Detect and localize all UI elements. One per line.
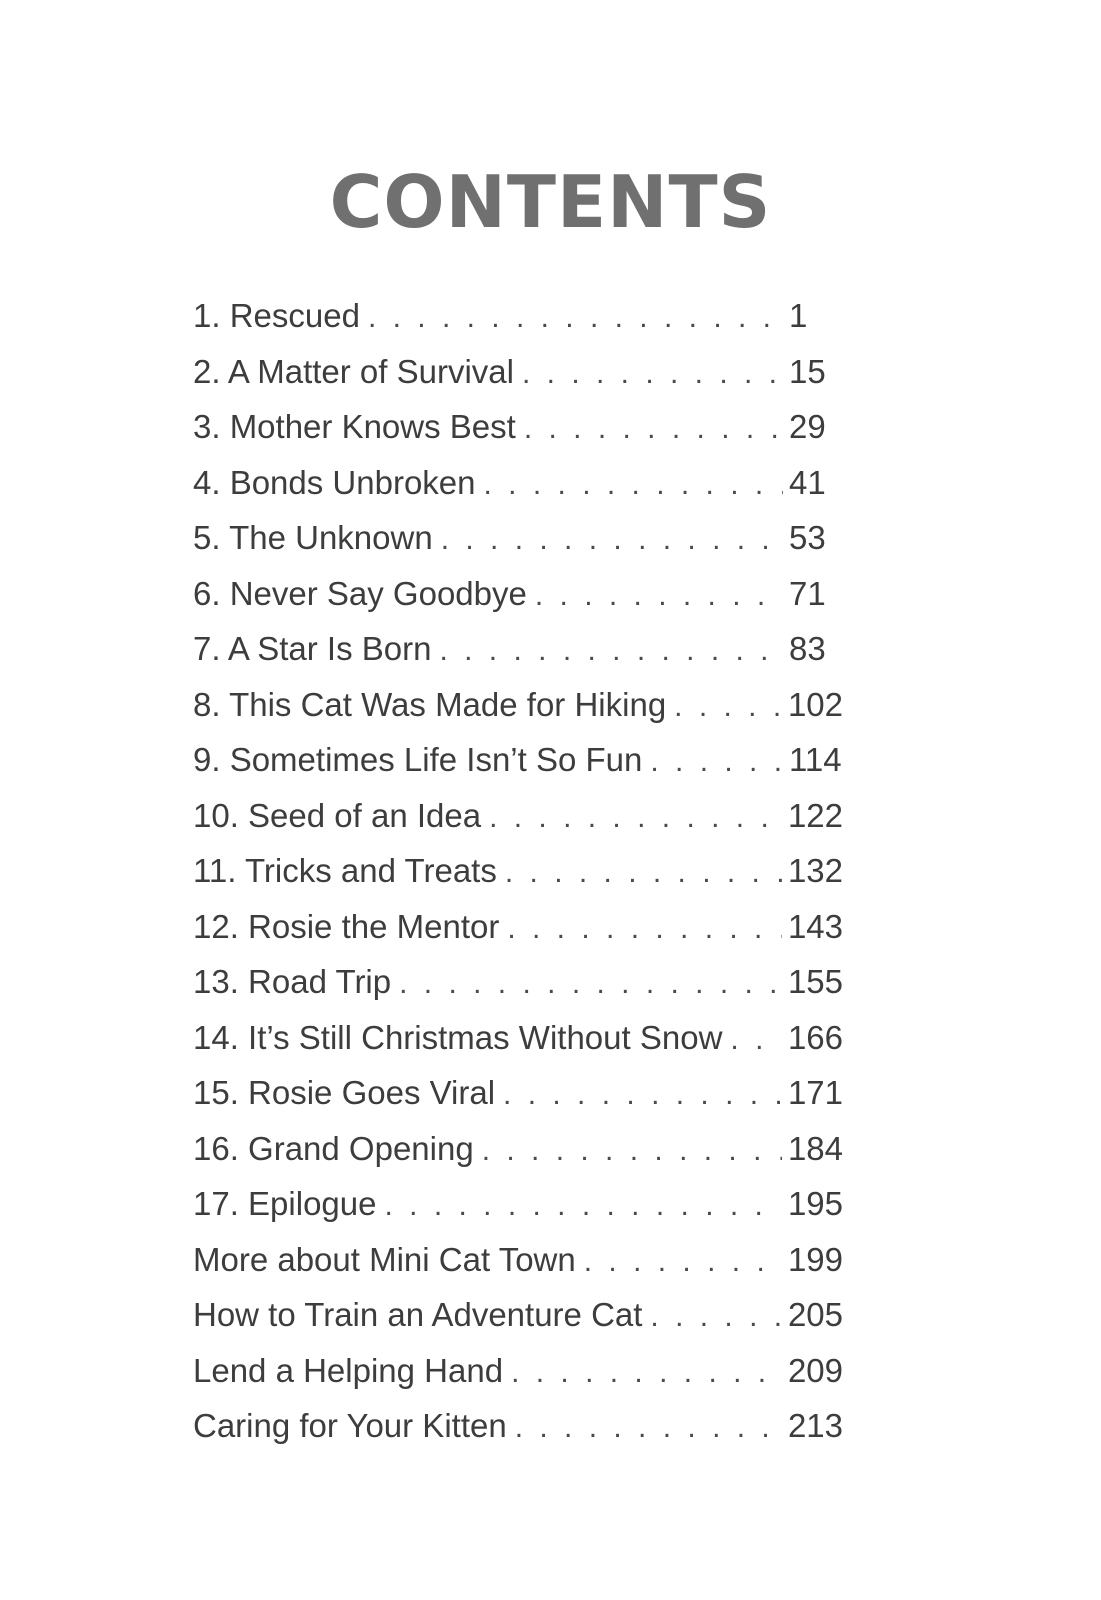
- toc-entry-title: 15. Rosie Goes Viral: [193, 1074, 496, 1111]
- toc-entry-page-number: 71: [789, 574, 826, 612]
- toc-entry-title: 17. Epilogue: [193, 1185, 377, 1222]
- dot-leader: [439, 634, 783, 668]
- dot-leader: [368, 301, 783, 335]
- toc-entry-title: Lend a Helping Hand: [193, 1351, 504, 1389]
- toc-entry: [193, 1352, 843, 1408]
- toc-entry-title: 8. This Cat Was Made for Hiking: [193, 685, 667, 723]
- toc-entry-title: 4. Bonds Unbroken: [193, 463, 476, 501]
- toc-entry-page-number: 171: [787, 1074, 843, 1111]
- toc-entry-page-number: 209: [787, 1351, 843, 1389]
- dot-leader: [384, 1189, 781, 1223]
- toc-entry-page-number: 184: [787, 1129, 843, 1167]
- toc-entry: [193, 908, 843, 964]
- toc-entry-page-number: 199: [787, 1240, 843, 1278]
- toc-entry-title: 2. A Matter of Survival: [193, 352, 514, 390]
- toc-entry-page-number: 132: [787, 852, 843, 889]
- toc-entry: [193, 741, 843, 797]
- dot-leader: [524, 412, 783, 446]
- toc-entry: [193, 1407, 843, 1463]
- table-of-contents: [193, 297, 843, 1463]
- toc-entry-title: 10. Seed of an Idea: [193, 796, 482, 834]
- toc-entry-page-number: 213: [787, 1407, 843, 1444]
- dot-leader: [503, 1078, 782, 1112]
- dot-leader: [484, 468, 783, 502]
- toc-entry: [193, 1241, 843, 1297]
- toc-entry: [193, 1185, 843, 1241]
- toc-entry: [193, 297, 843, 353]
- toc-entry-page-number: 114: [789, 741, 842, 778]
- dot-leader: [399, 967, 782, 1001]
- toc-entry-title: 12. Rosie the Mentor: [193, 907, 500, 945]
- dot-leader: [535, 579, 783, 613]
- toc-entry-page-number: 29: [789, 408, 826, 445]
- toc-entry-title: 9. Sometimes Life Isn’t So Fun: [193, 741, 643, 778]
- dot-leader: [489, 801, 782, 835]
- dot-leader: [650, 745, 783, 779]
- toc-entry: [193, 1074, 843, 1130]
- toc-entry-page-number: 195: [787, 1185, 843, 1222]
- dot-leader: [522, 357, 783, 391]
- toc-entry: [193, 353, 843, 409]
- toc-entry-title: How to Train an Adventure Cat: [193, 1296, 643, 1333]
- dot-leader: [674, 690, 782, 724]
- toc-entry: [193, 686, 843, 742]
- toc-entry-title: 1. Rescued: [193, 297, 360, 334]
- toc-entry-title: 5. The Unknown: [193, 519, 433, 556]
- dot-leader: [730, 1023, 782, 1057]
- toc-entry-page-number: 1: [789, 297, 808, 334]
- toc-entry: [193, 1296, 843, 1352]
- toc-entry: [193, 575, 843, 631]
- dot-leader: [482, 1134, 782, 1168]
- toc-entry-title: 11. Tricks and Treats: [193, 852, 497, 889]
- toc-entry-page-number: 166: [787, 1018, 843, 1056]
- dot-leader: [584, 1245, 782, 1279]
- toc-entry-title: 14. It’s Still Christmas Without Snow: [193, 1018, 723, 1056]
- page-title: CONTENTS: [329, 160, 772, 244]
- toc-entry-page-number: 155: [787, 963, 843, 1000]
- dot-leader: [515, 1411, 782, 1445]
- toc-entry-page-number: 122: [787, 796, 843, 834]
- toc-entry-page-number: 143: [787, 907, 843, 945]
- toc-entry: [193, 464, 843, 520]
- dot-leader: [507, 912, 782, 946]
- toc-entry: [193, 630, 843, 686]
- toc-entry: [193, 852, 843, 908]
- toc-entry-page-number: 15: [789, 352, 826, 390]
- toc-entry-page-number: 53: [789, 519, 826, 556]
- toc-entry-title: More about Mini Cat Town: [193, 1240, 576, 1278]
- toc-entry-page-number: 41: [789, 463, 826, 501]
- toc-entry-page-number: 205: [787, 1296, 843, 1333]
- dot-leader: [650, 1300, 782, 1334]
- toc-entry-title: 7. A Star Is Born: [193, 630, 432, 667]
- dot-leader: [441, 523, 783, 557]
- toc-entry: [193, 1019, 843, 1075]
- toc-entry-page-number: 102: [787, 685, 843, 723]
- toc-entry-title: 13. Road Trip: [193, 963, 392, 1000]
- toc-entry-title: 3. Mother Knows Best: [193, 408, 516, 445]
- toc-entry: [193, 963, 843, 1019]
- toc-entry: [193, 1130, 843, 1186]
- toc-entry-page-number: 83: [789, 630, 826, 667]
- toc-entry: [193, 408, 843, 464]
- dot-leader: [511, 1356, 782, 1390]
- toc-entry-title: 16. Grand Opening: [193, 1129, 474, 1167]
- toc-entry: [193, 519, 843, 575]
- toc-entry: [193, 797, 843, 853]
- toc-entry-title: Caring for Your Kitten: [193, 1407, 507, 1444]
- dot-leader: [505, 856, 782, 890]
- toc-entry-title: 6. Never Say Goodbye: [193, 574, 527, 612]
